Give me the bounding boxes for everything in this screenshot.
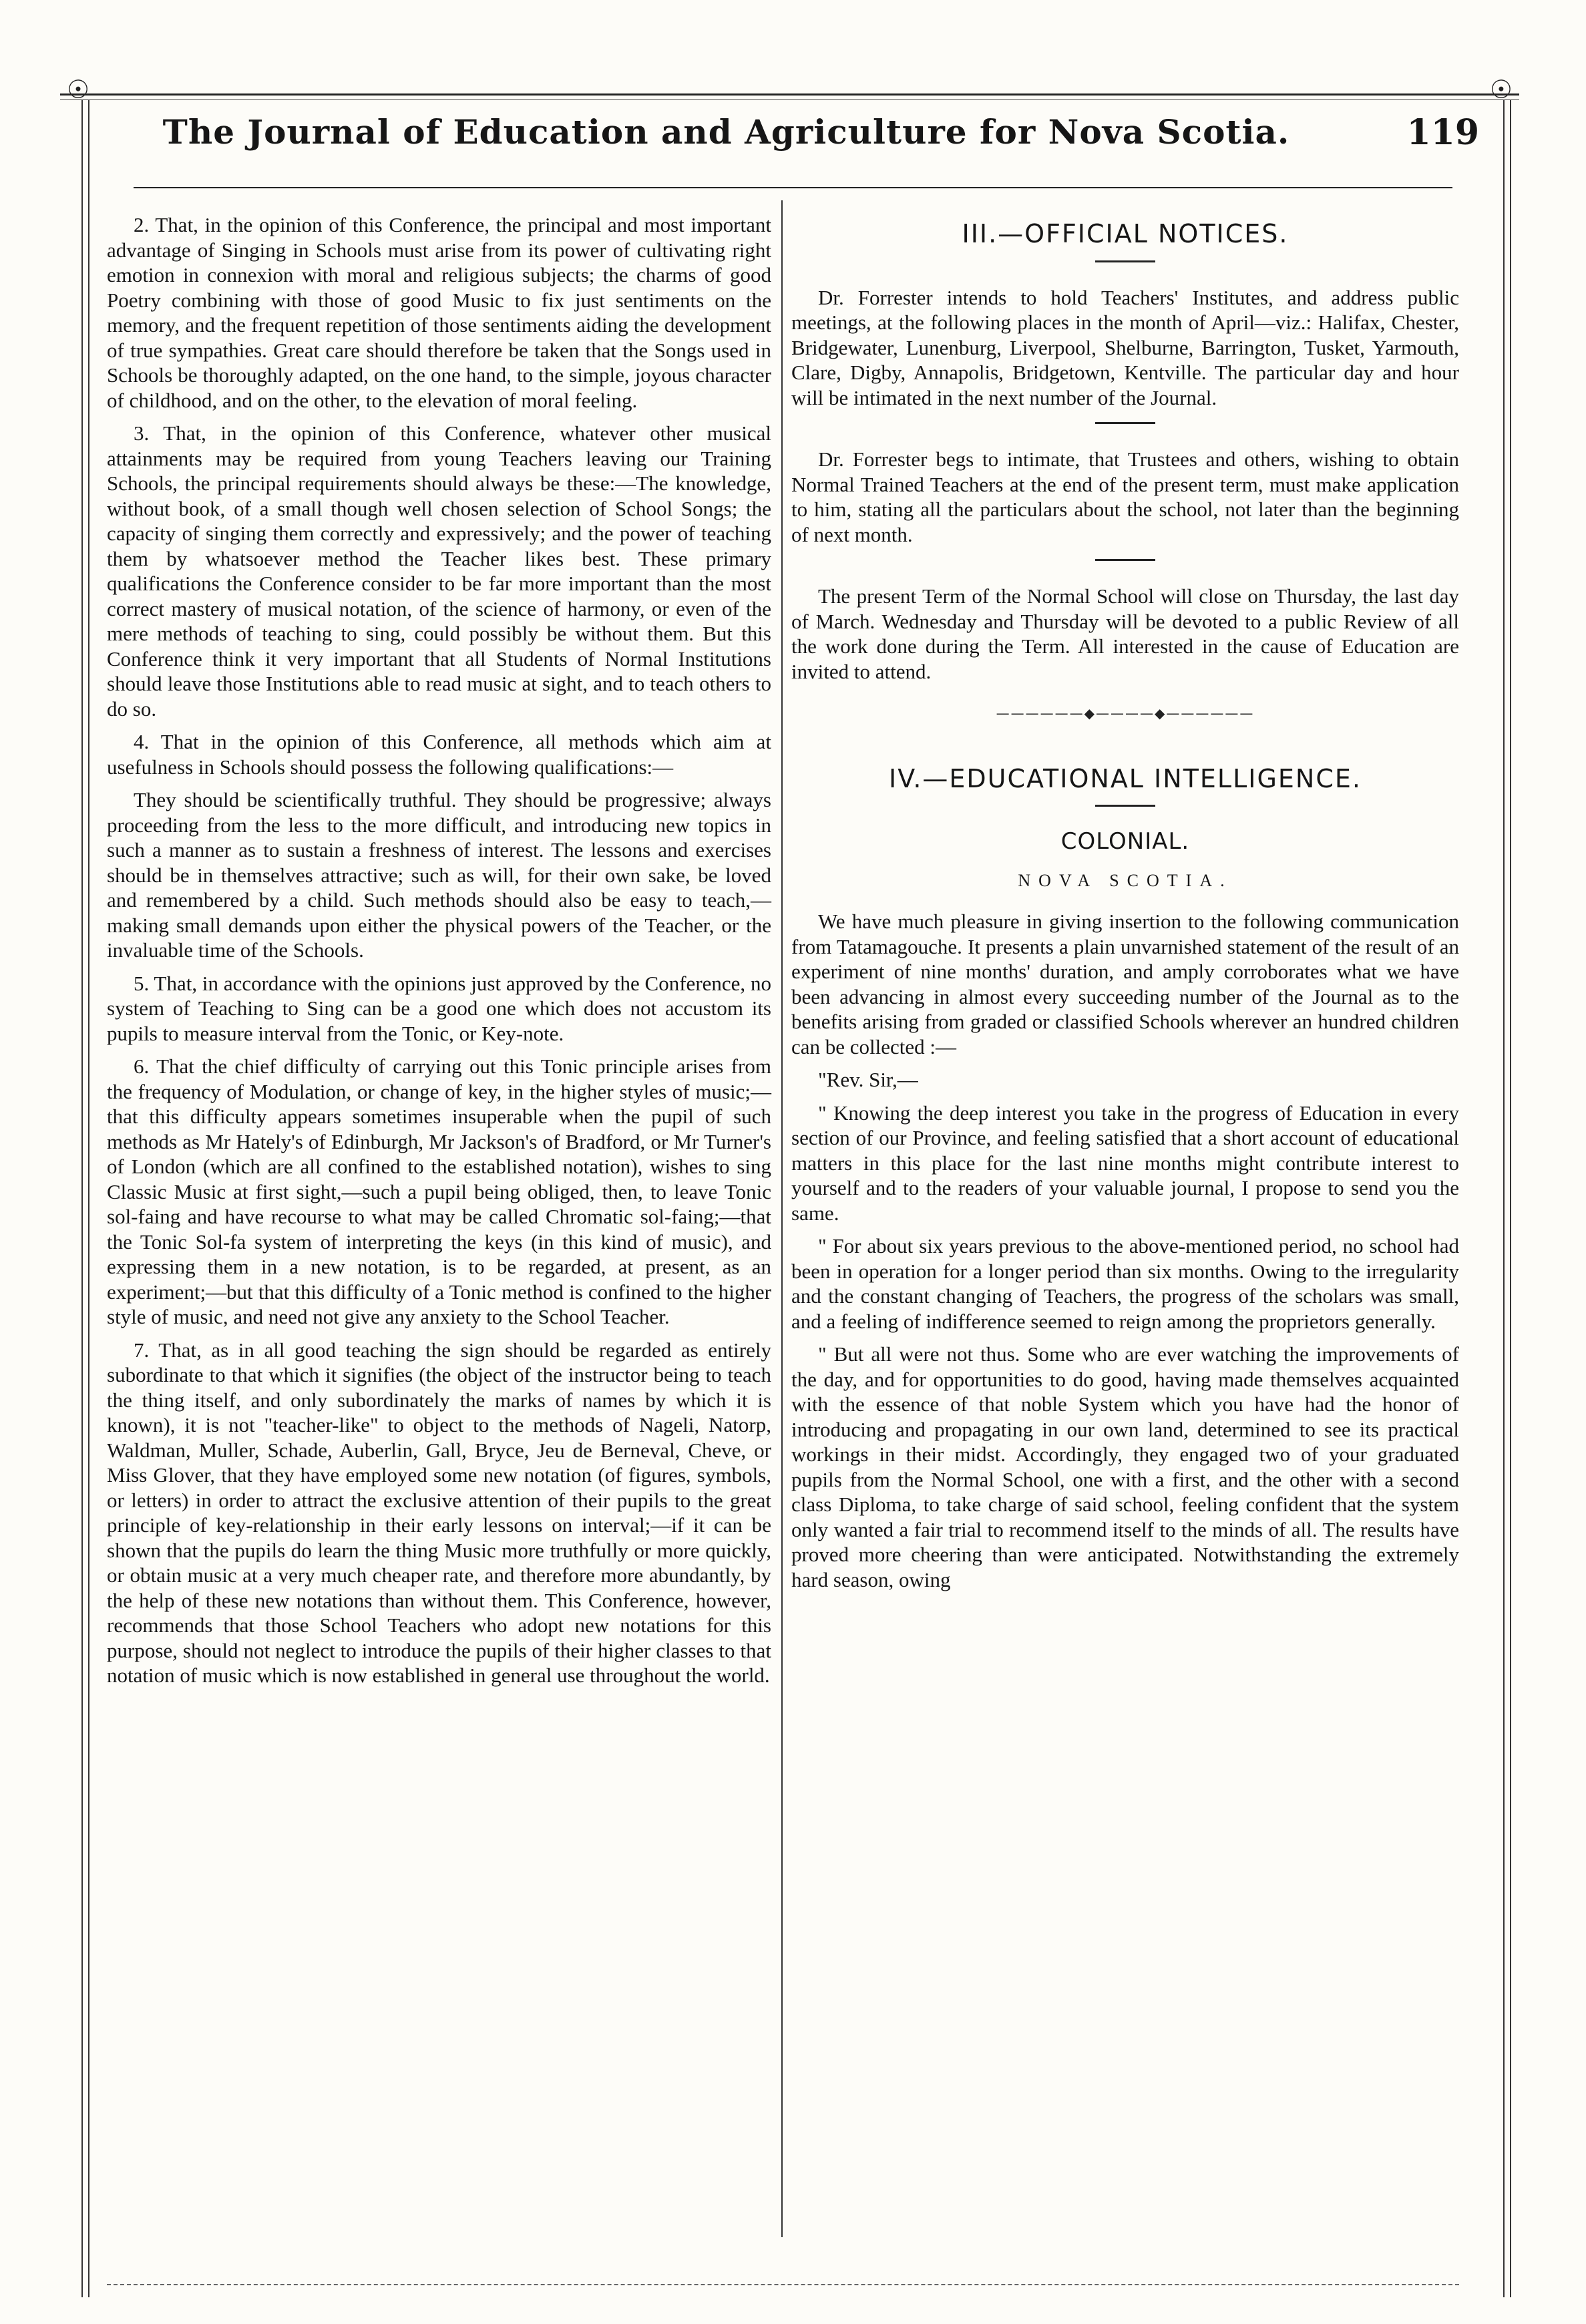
resolution-4: 4. That in the opinion of this Conference, all methods which aim at usefulness in Schools should possess the following qualifications:— — [107, 730, 771, 779]
right-border — [1510, 100, 1511, 2297]
short-rule — [1095, 559, 1155, 561]
top-border — [60, 93, 1519, 95]
official-notices-heading: III.—OFFICIAL NOTICES. — [962, 219, 1289, 248]
resolution-4-qualifications: They should be scientifically truthful. They should be progressive; always proceeding from the less to the more difficult, and introducing new topics in such a manner as to sustain a freshness of interest. The lessons and exercises should be in themselves attractive; such as will, for their own sake, be loved and remembered by a child. Such methods should also be easy to teach,—making small demands upon either the physical powers of the Teacher, or the invaluable time of the Schools. — [107, 788, 771, 962]
notice-institutes: Dr. Forrester intends to hold Teachers' Institutes, and address public meetings, at the following places in the month of April—viz.: Halifax, Chester, Bridgewater, Lunenburg, Liverpool, Shelburne, Barrington, Tusket, Yarmouth, Clare, Digby, Annapolis, Bridgetown, Kentville. The particular day and hour will be intimated in the next number of the Journal. — [791, 285, 1459, 409]
colonial-heading: COLONIAL. — [1060, 828, 1190, 855]
left-border-inner — [88, 100, 89, 2297]
notice-term: The present Term of the Normal School will close on Thursday, the last day of March. Wednesday and Thursday will be devoted to a public Review of all the work done during the Term. All interested in the cause of Education are invited to attend. — [791, 584, 1459, 683]
header-rule — [134, 187, 1452, 188]
short-rule — [1095, 260, 1155, 262]
resolution-5: 5. That, in accordance with the opinions just approved by the Conference, no system of Teaching to Sing can be a good one which does not accustom its pupils to measure interval from the Tonic, or Key-note. — [107, 971, 771, 1045]
educational-intelligence-heading: IV.—EDUCATIONAL INTELLIGENCE. — [889, 763, 1362, 793]
left-column — [107, 212, 771, 1696]
notice-teachers: Dr. Forrester begs to intimate, that Trustees and others, wishing to obtain Normal Trained Teachers at the end of the present term, must make application to him, stating all the particulars about the school, not later than the beginning of next month. — [791, 447, 1459, 546]
corner-ornament-left: ☉ — [67, 75, 90, 104]
nova-scotia-subheading: NOVA SCOTIA. — [1018, 870, 1233, 890]
journal-title: The Journal of Education and Agriculture for Nova Scotia. — [162, 112, 1290, 152]
page-header — [93, 112, 1493, 172]
letter-paragraph: " For about six years previous to the above-mentioned period, no school had been in operation for a longer period than six months. Owing to the irregularity and the constant changing of Teachers, the progress of the scholars was small, and a feeling of indifference seemed to reign among the proprietors generally. — [791, 1234, 1459, 1333]
column-divider — [781, 200, 783, 2237]
resolution-3: 3. That, in the opinion of this Conference, whatever other musical attainments may be required from young Teachers leaving our Training Schools, the principal requirements should always be these:—The knowledge, without book, of a small though well chosen selection of School Songs; the capacity of singing them correctly and expressively; and the power of teaching them by whatsoever method the Teacher likes best. These primary qualifications the Conference consider to be far more important than the most correct mastery of musical notation, of the science of harmony, or even of the mere methods of teaching to sing, could possibly be without them. But this Conference think it very important that all Students of Normal Institutions should leave those Institutions able to read music at sight, and to teach others to do so. — [107, 421, 771, 721]
letter-paragraph: " Knowing the deep interest you take in the progress of Education in every section of our Province, and feeling satisfied that a short account of educational matters in this place for the last nine months might contribute interest to yourself and to the readers of your valuable journal, I propose to send you the same. — [791, 1101, 1459, 1225]
bottom-rule — [107, 2284, 1459, 2285]
letter-paragraph: " But all were not thus. Some who are ever watching the improvements of the day, and for opportunities to do good, having made themselves acquainted with the essence of that noble System which you have had the honor of introducing and propagating in our own land, determined to see its practical workings in their midst. Accordingly, they engaged two of your graduated pupils from the Normal School, one with a first, and the other with a second class Diploma, to take charge of said school, feeling confident that the system only wanted a fair trial to recommend itself to the minds of all. The results have proved more cheering than were anticipated. Notwithstanding the extremely hard season, owing — [791, 1342, 1459, 1591]
page-number: 119 — [1406, 112, 1479, 153]
resolution-6: 6. That the chief difficulty of carrying out this Tonic principle arises from the frequency of Modulation, or change of key, in the higher styles of music;—that this difficulty appears sometimes insuperable when the pupil of such methods as Mr Hately's of Edinburgh, Mr Jackson's of Bradford, or Mr Turner's of London (which are all confined to the established notation), wishes to sing Classic Music at first sight,—such a pupil being obliged, then, to leave Tonic sol-faing and have recourse to what may be called Chromatic sol-faing;—that the Tonic Sol-fa system of interpreting the keys (in this kind of music), and expressing them in a new notation, is to be regarded, at present, as an experiment;—but that this difficulty of a Tonic method is confined to the higher style of music, and need not give any anxiety to the School Teacher. — [107, 1054, 771, 1328]
intro-paragraph: We have much pleasure in giving insertion to the following communication from Tatamagouche. It presents a plain unvarnished statement of the result of an experiment of nine months' duration, and amply corroborates what we have been advancing in almost every succeeding number of the Journal as to the benefits arising from graded or classified Schools wherever an hundred children can be collected :— — [791, 910, 1459, 1058]
right-border-inner — [1503, 100, 1505, 2297]
right-column — [791, 212, 1459, 1600]
short-rule — [1095, 422, 1155, 424]
resolution-2: 2. That, in the opinion of this Conference, the principal and most important advantage of Singing in Schools must arise from its power of cultivating right emotion in connexion with moral and religious subjects; the charms of good Poetry combining with those of good Music to fix just sentiments on the memory, and the frequent repetition of those sentiments aiding the development of true sympathies. Great care should therefore be taken that the Songs used in Schools be thoroughly adapted, on the one hand, to the simple, joyous character of childhood, and on the other, to the elevation of moral feeling. — [107, 213, 771, 412]
left-border — [81, 100, 83, 2297]
top-border-inner — [60, 99, 1519, 100]
letter-salutation: "Rev. Sir,— — [818, 1068, 918, 1091]
resolution-7: 7. That, as in all good teaching the sign should be regarded as entirely subordinate to that which it signifies (the object of the instructor being to teach the thing itself, and only subordinately the marks of names by which it is known), it is not "teacher-like" to object to the methods of Nageli, Natorp, Waldman, Muller, Schade, Auberlin, Gall, Bryce, Jeu de Berneval, Cheve, or Miss Glover, that they have employed some new notation (of figures, symbols, or letters) in order to attract the exclusive attention of their pupils to the great principle of key-relationship in their early lessons on interval;—if it can be shown that the pupils do learn the thing Music more truthfully or more quickly, or obtain music at a very much cheaper rate, and therefore more abundantly, by the help of these new notations than without them. This Conference, however, recommends that those School Teachers who adopt new notations for this purpose, should not neglect to introduce the pupils of their higher classes to that notation of music which is now established in general use throughout the world. — [107, 1338, 771, 1687]
section-ornament: ——————◆————◆—————— — [996, 705, 1255, 721]
corner-ornament-right: ☉ — [1489, 75, 1513, 104]
short-rule — [1095, 805, 1155, 807]
